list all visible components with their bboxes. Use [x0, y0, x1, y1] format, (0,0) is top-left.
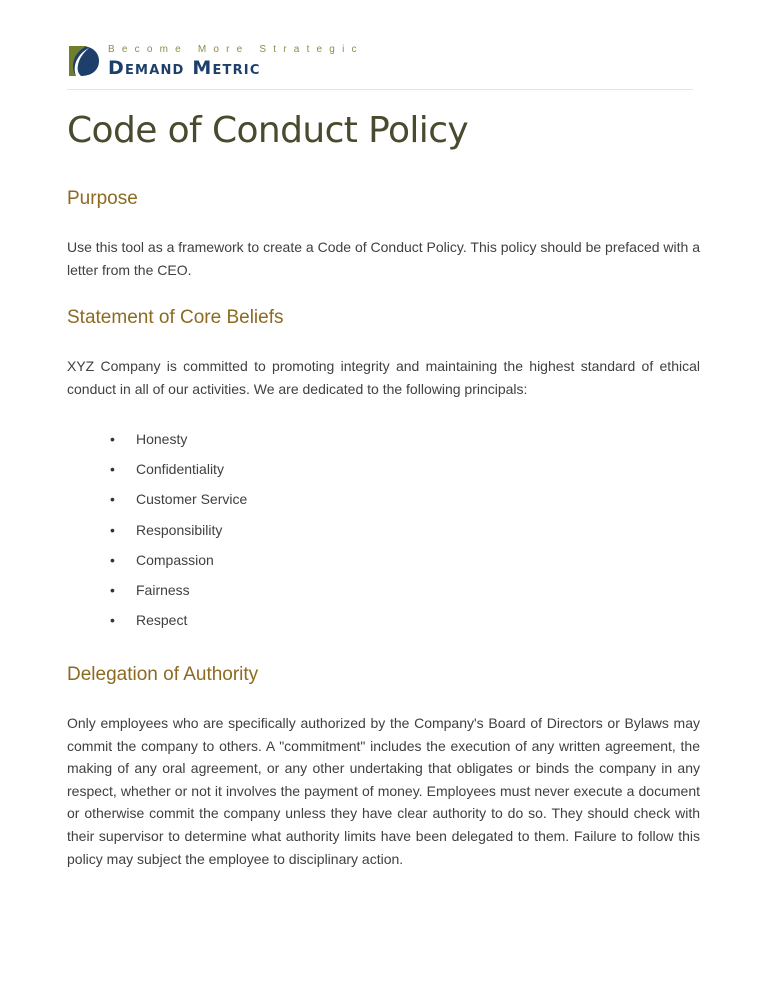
logo-brand-name: Demand Metric [108, 57, 261, 79]
bullet-icon: • [110, 431, 115, 447]
list-item [110, 521, 247, 551]
delegation-paragraph: Only employees who are specifically authorized by the Company's Board of Directors or Bylaws may commit the company to others. A "commitment" includes the execution of any written agreement, the making of any oral agreement, or any other undertaking that obligates or binds the company in any respect, whether or not it involves the payment of money. Employees must never execute a document or otherwise commit the company unless they have clear authority to do so. They should check with their supervisor to determine what authority limits have been delegated to them. Failure to follow this policy may subject the employee to disciplinary action. [67, 715, 700, 867]
principle-label: Confidentiality [136, 461, 224, 478]
logo-tagline: Become More Strategic [108, 44, 364, 55]
principle-label: Honesty [136, 431, 188, 447]
principles-list [110, 430, 247, 641]
core-beliefs-heading: Statement of Core Beliefs [67, 307, 284, 328]
bullet-icon: • [110, 491, 115, 508]
principle-label: Compassion [136, 551, 214, 568]
principle-label: Customer Service [136, 491, 248, 508]
document-title: Code of Conduct Policy [67, 110, 469, 151]
core-beliefs-paragraph: XYZ Company is committed to promoting integrity and maintaining the highest standard of ethical conduct in all of our activities. We are dedicated to the following principals: [67, 358, 700, 397]
list-item [110, 430, 247, 460]
bullet-icon: • [110, 581, 115, 598]
list-item [110, 611, 247, 641]
list-item [110, 581, 247, 611]
principle-label: Fairness [136, 581, 190, 598]
principle-label: Responsibility [136, 521, 223, 538]
header-divider [67, 89, 693, 90]
principle-label: Respect [136, 612, 188, 629]
purpose-heading: Purpose [67, 188, 138, 209]
bullet-icon: • [110, 551, 115, 568]
purpose-paragraph: Use this tool as a framework to create a Code of Conduct Policy. This policy should be prefaced with a letter from the CEO. [67, 239, 700, 278]
list-item [110, 490, 247, 520]
bullet-icon: • [110, 461, 115, 478]
list-item [110, 460, 247, 490]
delegation-heading: Delegation of Authority [67, 664, 259, 685]
bullet-icon: • [110, 612, 115, 629]
demand-metric-logo-icon [67, 44, 101, 78]
bullet-icon: • [110, 521, 115, 538]
list-item [110, 551, 247, 581]
demand-metric-logo [67, 42, 367, 82]
